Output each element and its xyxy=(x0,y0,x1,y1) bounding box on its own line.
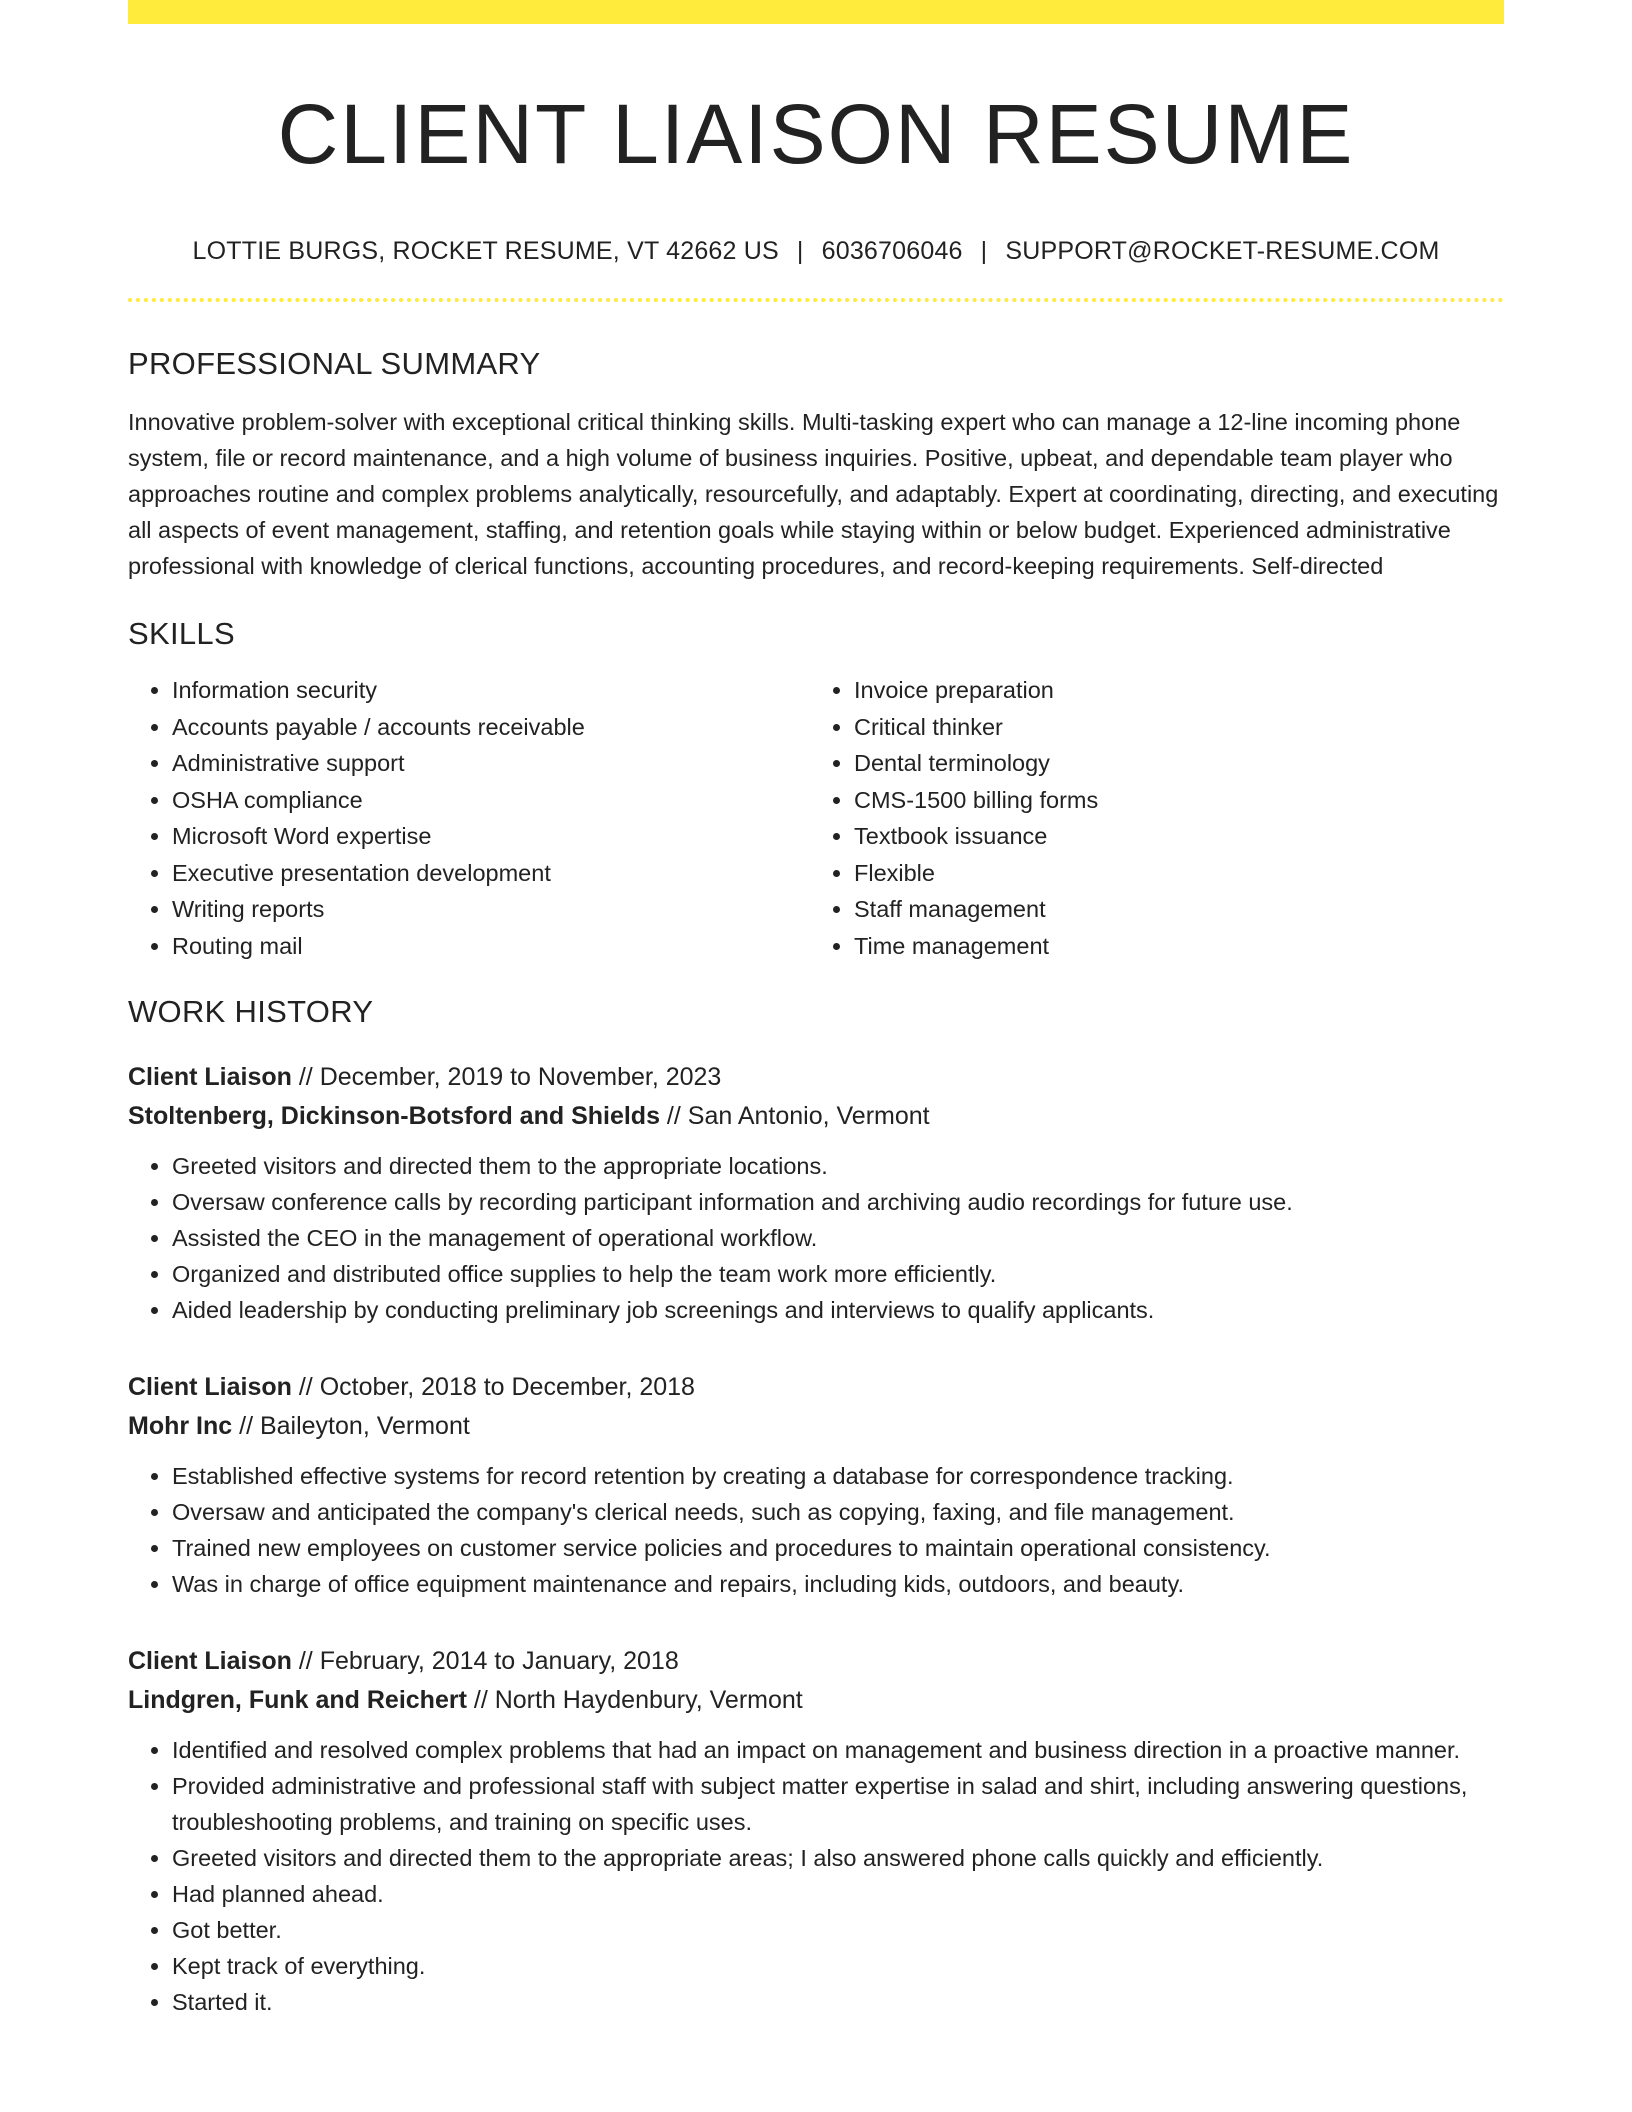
job-bullets xyxy=(128,1148,1504,1328)
job-dates: February, 2014 to January, 2018 xyxy=(319,1647,679,1675)
contact-address: LOTTIE BURGS, ROCKET RESUME, VT 42662 US xyxy=(192,237,779,265)
job-company: Mohr Inc xyxy=(128,1412,233,1440)
dotted-divider xyxy=(128,298,1504,302)
job-company-line xyxy=(128,1097,1504,1136)
contact-line xyxy=(128,234,1504,268)
job-bullet: • Greeted visitors and directed them to the appropriate areas; I also answered phone calls quickly and efficiently. xyxy=(172,1840,1504,1876)
job-divider: // xyxy=(232,1412,260,1440)
top-accent-bar xyxy=(128,0,1504,24)
skill-item: • Executive presentation development xyxy=(172,855,806,892)
job-bullet: • Had planned ahead. xyxy=(172,1876,1504,1912)
job-entry xyxy=(128,1058,1504,1328)
job-bullet: • Assisted the CEO in the management of operational workflow. xyxy=(172,1220,1504,1256)
job-dates: December, 2019 to November, 2023 xyxy=(319,1063,722,1091)
skills-heading: SKILLS xyxy=(128,616,235,651)
job-bullets xyxy=(128,1458,1504,1602)
job-location: Baileyton, Vermont xyxy=(259,1412,470,1440)
resume-title: CLIENT LIAISON RESUME xyxy=(277,87,1355,181)
job-bullet: • Trained new employees on customer service policies and procedures to maintain operational consistency. xyxy=(172,1530,1504,1566)
skill-item: • Critical thinker xyxy=(854,709,1484,746)
job-title: Client Liaison xyxy=(128,1063,292,1091)
job-bullet: • Oversaw and anticipated the company's clerical needs, such as copying, faxing, and file management. xyxy=(172,1494,1504,1530)
job-company-line xyxy=(128,1681,1504,1720)
skill-item: • Staff management xyxy=(854,891,1484,928)
contact-separator: | xyxy=(980,237,988,265)
skill-item: • Writing reports xyxy=(172,891,806,928)
job-title-line xyxy=(128,1368,1504,1407)
job-title: Client Liaison xyxy=(128,1373,292,1401)
job-bullet: • Was in charge of office equipment maintenance and repairs, including kids, outdoors, and beauty. xyxy=(172,1566,1504,1602)
job-entry xyxy=(128,1642,1504,2020)
job-bullet: • Kept track of everything. xyxy=(172,1948,1504,1984)
skills-list-right xyxy=(806,672,1484,964)
contact-email: SUPPORT@ROCKET-RESUME.COM xyxy=(1005,237,1440,265)
job-company-line xyxy=(128,1407,1504,1446)
contact-separator: | xyxy=(796,237,804,265)
job-bullet: • Oversaw conference calls by recording participant information and archiving audio recordings for future use. xyxy=(172,1184,1504,1220)
skill-item: • Accounts payable / accounts receivable xyxy=(172,709,806,746)
skill-item: • Dental terminology xyxy=(854,745,1484,782)
skill-item: • Administrative support xyxy=(172,745,806,782)
job-bullet: • Organized and distributed office supplies to help the team work more efficiently. xyxy=(172,1256,1504,1292)
skills-grid xyxy=(128,672,1504,964)
job-divider: // xyxy=(291,1063,320,1091)
skill-item: • Information security xyxy=(172,672,806,709)
skill-item: • CMS-1500 billing forms xyxy=(854,782,1484,819)
job-location: North Haydenbury, Vermont xyxy=(494,1686,803,1714)
job-divider: // xyxy=(466,1686,495,1714)
job-bullet: • Aided leadership by conducting preliminary job screenings and interviews to qualify applicants. xyxy=(172,1292,1504,1328)
skill-item: • Microsoft Word expertise xyxy=(172,818,806,855)
job-bullet: • Got better. xyxy=(172,1912,1504,1948)
resume-page xyxy=(128,0,1504,2020)
job-bullets xyxy=(128,1732,1504,2020)
job-title-line xyxy=(128,1058,1504,1097)
job-divider: // xyxy=(291,1647,320,1675)
summary-text: Innovative problem-solver with exceptional critical thinking skills. Multi-tasking expert who can manage a 12-line incoming phone system, file or record maintenance, and a high volume of business inquiries. Positive, upbeat, and dependable team player who approaches routine and complex problems analytically, resourcefully, and adaptably. Expert at coordinating, directing, and executing all aspects of event management, staffing, and retention goals while staying within or below budget. Experienced administrative professional with knowledge of clerical functions, accounting procedures, and record-keeping requirements. Self-directed xyxy=(128,409,1499,579)
job-location: San Antonio, Vermont xyxy=(687,1102,930,1130)
contact-phone: 6036706046 xyxy=(821,237,963,265)
job-dates: October, 2018 to December, 2018 xyxy=(319,1373,695,1401)
skill-item: • OSHA compliance xyxy=(172,782,806,819)
job-bullet: • Established effective systems for record retention by creating a database for correspondence tracking. xyxy=(172,1458,1504,1494)
skill-item: • Routing mail xyxy=(172,928,806,965)
job-company: Stoltenberg, Dickinson-Botsford and Shields xyxy=(128,1102,660,1130)
skill-item: • Invoice preparation xyxy=(854,672,1484,709)
skill-item: • Time management xyxy=(854,928,1484,965)
job-title-line xyxy=(128,1642,1504,1681)
job-bullet: • Identified and resolved complex problems that had an impact on management and business direction in a proactive manner. xyxy=(172,1732,1504,1768)
job-bullet: • Started it. xyxy=(172,1984,1504,2020)
job-divider: // xyxy=(291,1373,320,1401)
summary-heading: PROFESSIONAL SUMMARY xyxy=(128,346,541,381)
job-bullet: • Provided administrative and professional staff with subject matter expertise in salad and shirt, including answering questions, troubleshooting problems, and training on specific uses. xyxy=(172,1768,1504,1840)
skill-item: • Flexible xyxy=(854,855,1484,892)
job-entry xyxy=(128,1368,1504,1602)
skill-item: • Textbook issuance xyxy=(854,818,1484,855)
job-divider: // xyxy=(659,1102,688,1130)
job-company: Lindgren, Funk and Reichert xyxy=(128,1686,467,1714)
job-bullet: • Greeted visitors and directed them to the appropriate locations. xyxy=(172,1148,1504,1184)
work-history-heading: WORK HISTORY xyxy=(128,994,374,1029)
skills-list-left xyxy=(128,672,806,964)
job-title: Client Liaison xyxy=(128,1647,292,1675)
